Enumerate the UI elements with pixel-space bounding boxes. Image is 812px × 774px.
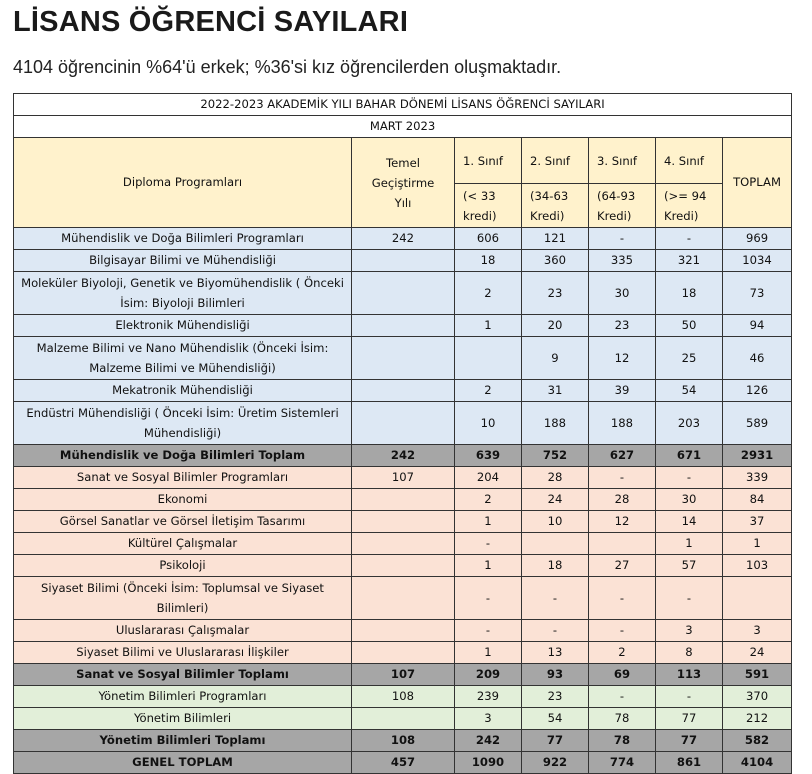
table-row bbox=[14, 686, 792, 708]
table-row bbox=[14, 511, 792, 533]
cell-y4: 77 bbox=[656, 708, 723, 730]
cell-total: 591 bbox=[723, 664, 792, 686]
cell-prep bbox=[352, 577, 455, 620]
cell-y1: - bbox=[455, 620, 522, 642]
program-name: Yönetim Bilimleri Toplamı bbox=[14, 730, 352, 752]
cell-prep: 107 bbox=[352, 467, 455, 489]
cell-y3: - bbox=[589, 620, 656, 642]
cell-y1: 639 bbox=[455, 445, 522, 467]
cell-y4: 14 bbox=[656, 511, 723, 533]
program-name: Endüstri Mühendisliği ( Önceki İsim: Üretim Sistemleri Mühendisliği) bbox=[14, 402, 352, 445]
page-subtitle: 4104 öğrencinin %64'ü erkek; %36'si kız öğrencilerden oluşmaktadır. bbox=[13, 57, 562, 77]
cell-y2: 18 bbox=[522, 555, 589, 577]
cell-y2: 360 bbox=[522, 250, 589, 272]
program-name: Bilgisayar Bilimi ve Mühendisliği bbox=[14, 250, 352, 272]
cell-total: 1034 bbox=[723, 250, 792, 272]
program-name: Görsel Sanatlar ve Görsel İletişim Tasarımı bbox=[14, 511, 352, 533]
cell-total: 339 bbox=[723, 467, 792, 489]
cell-y3: 2 bbox=[589, 642, 656, 664]
cell-y4: 1 bbox=[656, 533, 723, 555]
table-row bbox=[14, 467, 792, 489]
cell-y4: - bbox=[656, 467, 723, 489]
cell-total: 46 bbox=[723, 337, 792, 380]
table-row bbox=[14, 533, 792, 555]
cell-y1: 1 bbox=[455, 555, 522, 577]
cell-y3: 335 bbox=[589, 250, 656, 272]
cell-y2: 54 bbox=[522, 708, 589, 730]
table-row bbox=[14, 752, 792, 774]
cell-y4: 321 bbox=[656, 250, 723, 272]
table-row bbox=[14, 555, 792, 577]
cell-y3 bbox=[589, 533, 656, 555]
table-row bbox=[14, 642, 792, 664]
header-year2-credits: (34-63 Kredi) bbox=[522, 184, 589, 228]
cell-y2: 922 bbox=[522, 752, 589, 774]
cell-prep bbox=[352, 272, 455, 315]
cell-prep bbox=[352, 315, 455, 337]
student-counts-table bbox=[13, 93, 792, 774]
cell-total: 589 bbox=[723, 402, 792, 445]
cell-total: 84 bbox=[723, 489, 792, 511]
cell-total: 3 bbox=[723, 620, 792, 642]
header-year4: 4. Sınıf bbox=[656, 138, 723, 184]
cell-y3: 627 bbox=[589, 445, 656, 467]
cell-y1 bbox=[455, 337, 522, 380]
cell-y4: 8 bbox=[656, 642, 723, 664]
cell-total: 4104 bbox=[723, 752, 792, 774]
table-row bbox=[14, 708, 792, 730]
program-name: Elektronik Mühendisliği bbox=[14, 315, 352, 337]
cell-y2: 10 bbox=[522, 511, 589, 533]
cell-y3: 78 bbox=[589, 730, 656, 752]
header-year2: 2. Sınıf bbox=[522, 138, 589, 184]
cell-y4: 18 bbox=[656, 272, 723, 315]
cell-total bbox=[723, 577, 792, 620]
cell-total: 126 bbox=[723, 380, 792, 402]
program-name: Psikoloji bbox=[14, 555, 352, 577]
cell-total: 969 bbox=[723, 228, 792, 250]
header-year4-credits: (>= 94 Kredi) bbox=[656, 184, 723, 228]
cell-y1: - bbox=[455, 533, 522, 555]
cell-y4: 50 bbox=[656, 315, 723, 337]
cell-y3: 69 bbox=[589, 664, 656, 686]
cell-y2 bbox=[522, 533, 589, 555]
cell-y2: 20 bbox=[522, 315, 589, 337]
cell-y2: 77 bbox=[522, 730, 589, 752]
cell-prep bbox=[352, 402, 455, 445]
header-total: TOPLAM bbox=[723, 138, 792, 228]
cell-total: 24 bbox=[723, 642, 792, 664]
cell-y2: - bbox=[522, 620, 589, 642]
header-year1-credits: (< 33 kredi) bbox=[455, 184, 522, 228]
cell-prep bbox=[352, 380, 455, 402]
cell-total: 37 bbox=[723, 511, 792, 533]
program-name: Ekonomi bbox=[14, 489, 352, 511]
cell-y4: 671 bbox=[656, 445, 723, 467]
cell-y2: 13 bbox=[522, 642, 589, 664]
cell-y2: 752 bbox=[522, 445, 589, 467]
program-name: Sanat ve Sosyal Bilimler Toplamı bbox=[14, 664, 352, 686]
cell-y4: 113 bbox=[656, 664, 723, 686]
cell-y4: 25 bbox=[656, 337, 723, 380]
cell-y2: - bbox=[522, 577, 589, 620]
table-row bbox=[14, 402, 792, 445]
cell-y2: 24 bbox=[522, 489, 589, 511]
cell-y2: 28 bbox=[522, 467, 589, 489]
cell-prep bbox=[352, 489, 455, 511]
cell-y1: 2 bbox=[455, 489, 522, 511]
table-caption: 2022-2023 AKADEMİK YILI BAHAR DÖNEMİ LİSANS ÖĞRENCİ SAYILARI bbox=[14, 94, 792, 116]
cell-y2: 23 bbox=[522, 272, 589, 315]
cell-prep bbox=[352, 533, 455, 555]
cell-y1: 2 bbox=[455, 272, 522, 315]
cell-total: 1 bbox=[723, 533, 792, 555]
program-name: Malzeme Bilimi ve Nano Mühendislik (Önceki İsim: Malzeme Bilimi ve Mühendisliği) bbox=[14, 337, 352, 380]
cell-y1: 18 bbox=[455, 250, 522, 272]
cell-y2: 23 bbox=[522, 686, 589, 708]
cell-y2: 121 bbox=[522, 228, 589, 250]
cell-prep bbox=[352, 620, 455, 642]
table-row bbox=[14, 445, 792, 467]
program-name: Yönetim Bilimleri bbox=[14, 708, 352, 730]
cell-y3: 78 bbox=[589, 708, 656, 730]
table-row bbox=[14, 489, 792, 511]
header-program: Diploma Programları bbox=[14, 138, 352, 228]
cell-prep: 242 bbox=[352, 445, 455, 467]
header-year1: 1. Sınıf bbox=[455, 138, 522, 184]
cell-prep: 108 bbox=[352, 686, 455, 708]
cell-prep bbox=[352, 511, 455, 533]
program-name: Uluslararası Çalışmalar bbox=[14, 620, 352, 642]
cell-prep bbox=[352, 708, 455, 730]
cell-y2: 9 bbox=[522, 337, 589, 380]
program-name: Mekatronik Mühendisliği bbox=[14, 380, 352, 402]
table-row bbox=[14, 272, 792, 315]
cell-y3: 188 bbox=[589, 402, 656, 445]
cell-y1: 3 bbox=[455, 708, 522, 730]
cell-y1: 606 bbox=[455, 228, 522, 250]
cell-y3: - bbox=[589, 467, 656, 489]
cell-y4: 54 bbox=[656, 380, 723, 402]
cell-prep: 242 bbox=[352, 228, 455, 250]
program-name: Kültürel Çalışmalar bbox=[14, 533, 352, 555]
cell-y4: 57 bbox=[656, 555, 723, 577]
cell-y3: 30 bbox=[589, 272, 656, 315]
program-name: Moleküler Biyoloji, Genetik ve Biyomühendislik ( Önceki İsim: Biyoloji Bilimleri bbox=[14, 272, 352, 315]
cell-prep: 457 bbox=[352, 752, 455, 774]
cell-y1: - bbox=[455, 577, 522, 620]
cell-total: 2931 bbox=[723, 445, 792, 467]
cell-total: 582 bbox=[723, 730, 792, 752]
cell-y1: 2 bbox=[455, 380, 522, 402]
cell-y1: 1090 bbox=[455, 752, 522, 774]
cell-prep: 107 bbox=[352, 664, 455, 686]
program-name: Siyaset Bilimi ve Uluslararası İlişkiler bbox=[14, 642, 352, 664]
cell-total: 370 bbox=[723, 686, 792, 708]
cell-total: 94 bbox=[723, 315, 792, 337]
cell-y4: 203 bbox=[656, 402, 723, 445]
table-row bbox=[14, 577, 792, 620]
table-row bbox=[14, 730, 792, 752]
cell-y4: 30 bbox=[656, 489, 723, 511]
cell-y4: 861 bbox=[656, 752, 723, 774]
cell-y1: 1 bbox=[455, 642, 522, 664]
header-year3: 3. Sınıf bbox=[589, 138, 656, 184]
table-row bbox=[14, 250, 792, 272]
header-year3-credits: (64-93 Kredi) bbox=[589, 184, 656, 228]
cell-y3: 27 bbox=[589, 555, 656, 577]
cell-y3: - bbox=[589, 228, 656, 250]
program-name: Sanat ve Sosyal Bilimler Programları bbox=[14, 467, 352, 489]
cell-y3: - bbox=[589, 686, 656, 708]
cell-y3: 39 bbox=[589, 380, 656, 402]
table-row bbox=[14, 380, 792, 402]
cell-y1: 209 bbox=[455, 664, 522, 686]
cell-y3: - bbox=[589, 577, 656, 620]
cell-y4: - bbox=[656, 228, 723, 250]
cell-y3: 774 bbox=[589, 752, 656, 774]
program-name: Mühendislik ve Doğa Bilimleri Programları bbox=[14, 228, 352, 250]
cell-y2: 93 bbox=[522, 664, 589, 686]
table-row bbox=[14, 620, 792, 642]
cell-total: 73 bbox=[723, 272, 792, 315]
cell-prep bbox=[352, 555, 455, 577]
program-name: GENEL TOPLAM bbox=[14, 752, 352, 774]
cell-y1: 10 bbox=[455, 402, 522, 445]
cell-y3: 28 bbox=[589, 489, 656, 511]
cell-prep: 108 bbox=[352, 730, 455, 752]
cell-y4: - bbox=[656, 686, 723, 708]
cell-y1: 204 bbox=[455, 467, 522, 489]
page-title: LİSANS ÖĞRENCİ SAYILARI bbox=[13, 6, 409, 38]
cell-prep bbox=[352, 250, 455, 272]
table-row bbox=[14, 664, 792, 686]
cell-y3: 12 bbox=[589, 511, 656, 533]
cell-total: 103 bbox=[723, 555, 792, 577]
cell-prep bbox=[352, 642, 455, 664]
program-name: Mühendislik ve Doğa Bilimleri Toplam bbox=[14, 445, 352, 467]
cell-y4: 77 bbox=[656, 730, 723, 752]
cell-y2: 31 bbox=[522, 380, 589, 402]
cell-y1: 1 bbox=[455, 315, 522, 337]
table-row bbox=[14, 337, 792, 380]
table-subcaption: MART 2023 bbox=[14, 116, 792, 138]
cell-y1: 242 bbox=[455, 730, 522, 752]
program-name: Yönetim Bilimleri Programları bbox=[14, 686, 352, 708]
cell-y1: 239 bbox=[455, 686, 522, 708]
table-row bbox=[14, 228, 792, 250]
cell-total: 212 bbox=[723, 708, 792, 730]
cell-y4: 3 bbox=[656, 620, 723, 642]
cell-y2: 188 bbox=[522, 402, 589, 445]
cell-y4: - bbox=[656, 577, 723, 620]
cell-y1: 1 bbox=[455, 511, 522, 533]
cell-prep bbox=[352, 337, 455, 380]
program-name: Siyaset Bilimi (Önceki İsim: Toplumsal ve Siyaset Bilimleri) bbox=[14, 577, 352, 620]
cell-y3: 23 bbox=[589, 315, 656, 337]
cell-y3: 12 bbox=[589, 337, 656, 380]
header-prep-year: Temel Geçiştirme Yılı bbox=[352, 138, 455, 228]
table-row bbox=[14, 315, 792, 337]
